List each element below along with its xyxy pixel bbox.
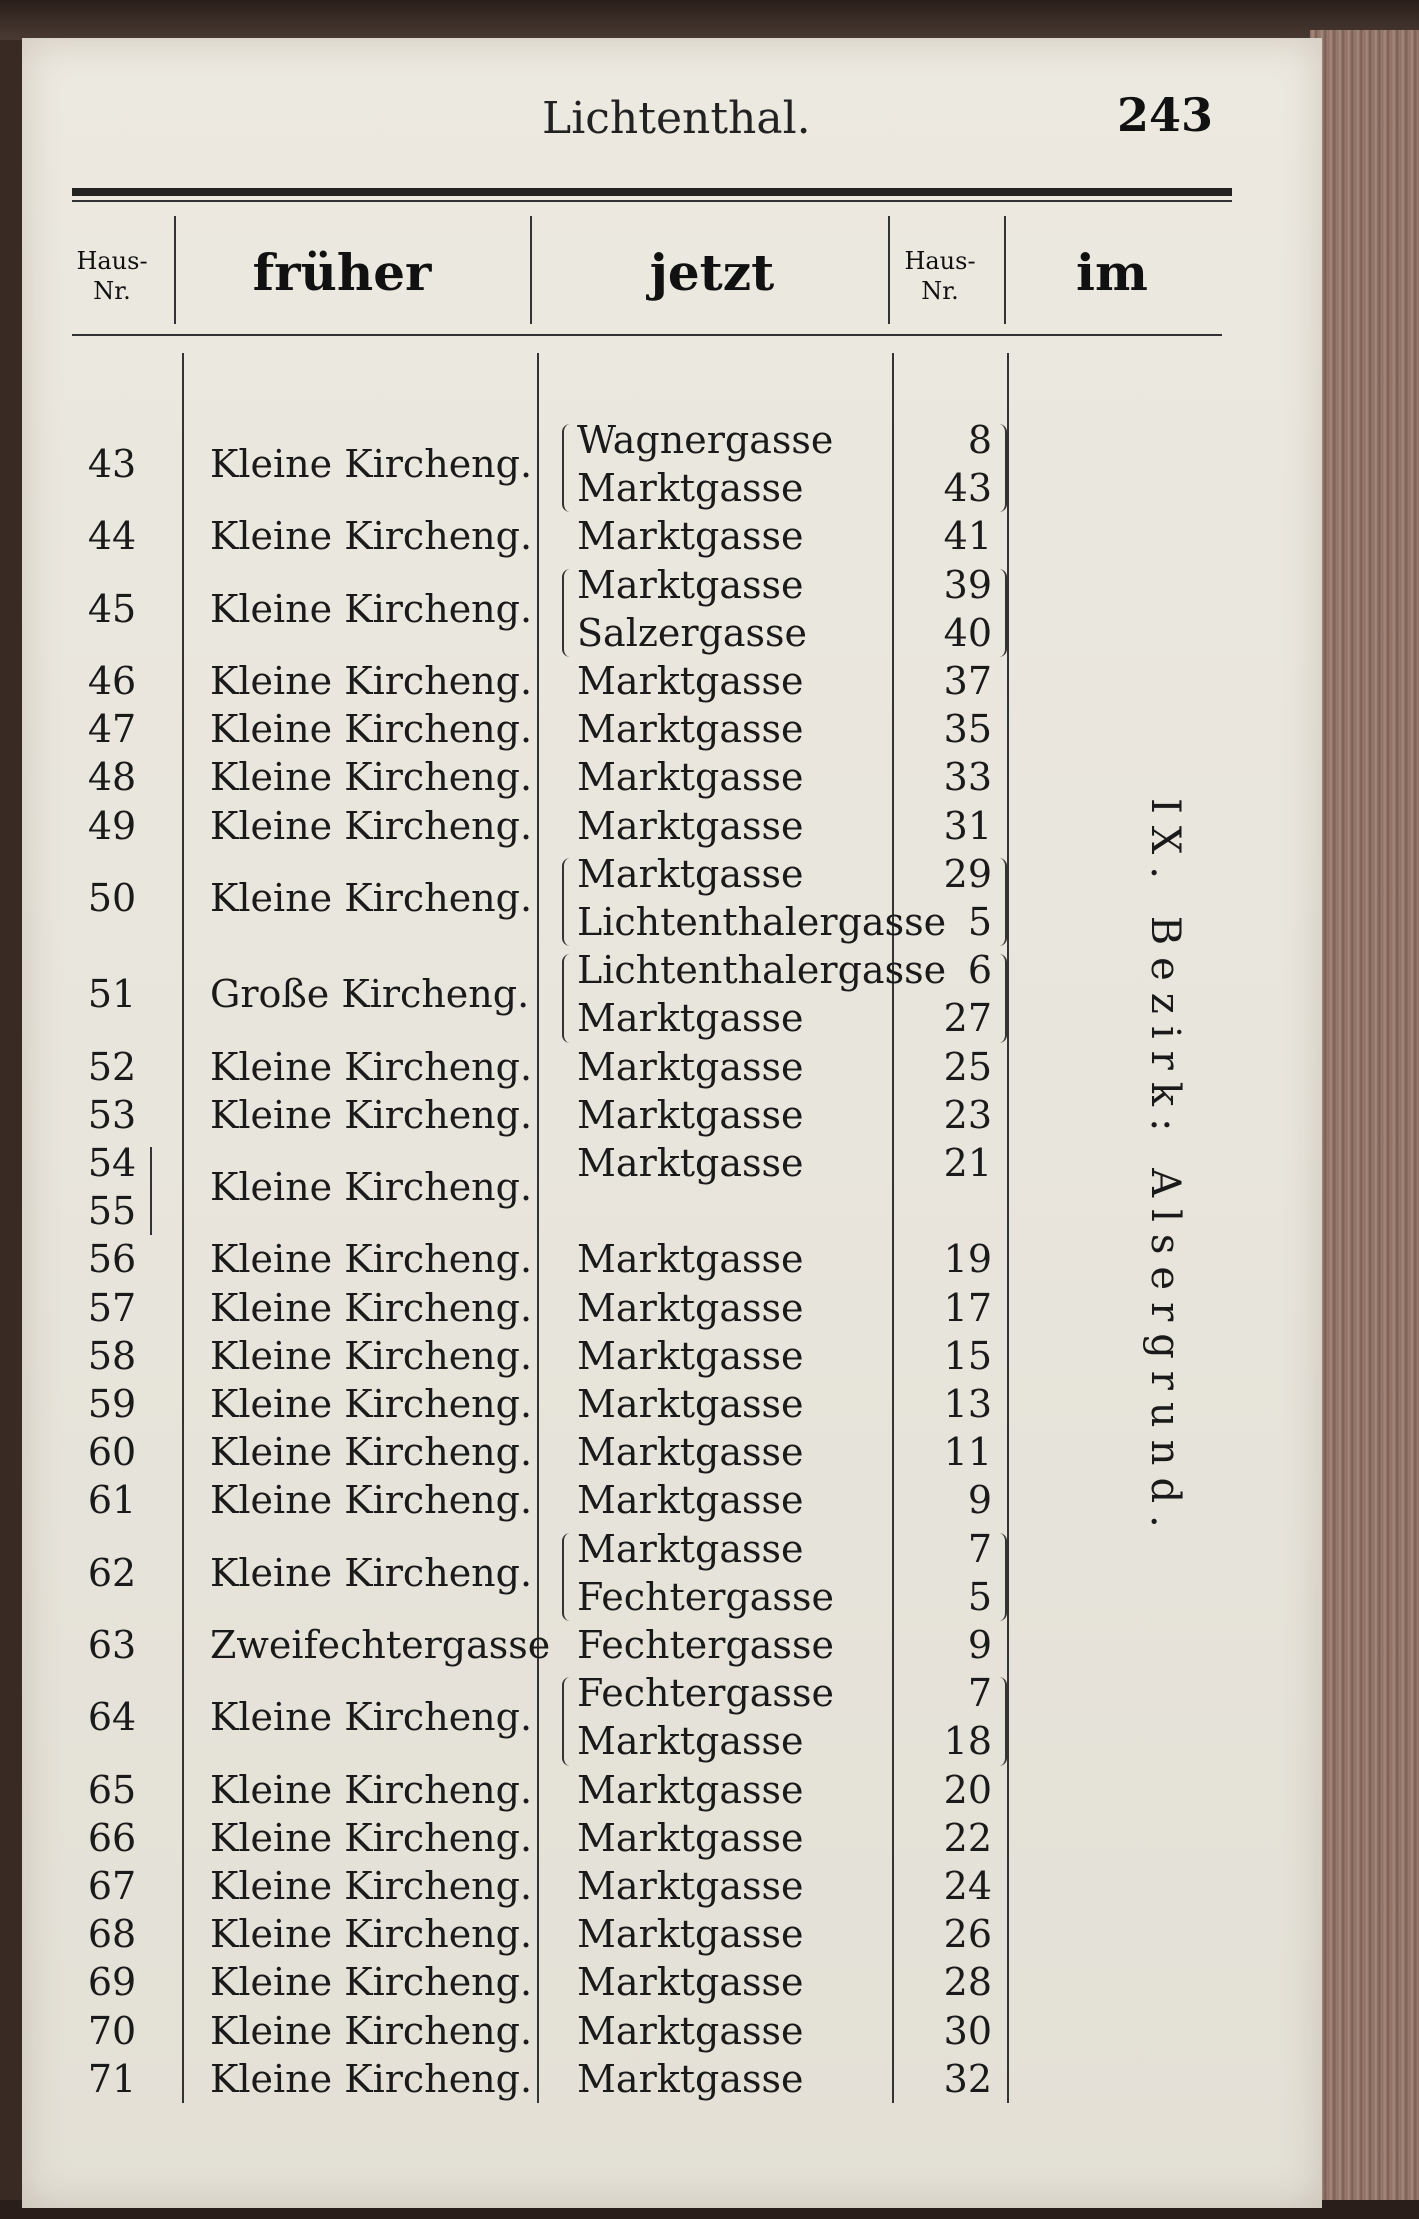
former-street: Kleine Kircheng. xyxy=(210,755,533,800)
house-number-new: 39 xyxy=(943,562,992,607)
current-street: Salzergasse xyxy=(577,610,807,655)
house-number-new: 33 xyxy=(943,755,992,800)
former-street: Kleine Kircheng. xyxy=(210,659,533,703)
house-number-new: 28 xyxy=(943,1960,992,2005)
house-number-new: 5 xyxy=(967,900,992,944)
current-street: Marktgasse xyxy=(577,1815,804,1860)
house-number-new: 7 xyxy=(967,1671,992,1716)
column-header-line: Haus- xyxy=(76,247,148,275)
brace-mark xyxy=(562,858,572,946)
current-street: Wagnergasse xyxy=(577,418,834,462)
house-number-new: 20 xyxy=(943,1767,992,1812)
current-street: Marktgasse xyxy=(577,562,804,607)
house-number-new: 23 xyxy=(943,1092,992,1137)
running-header-title: Lichtenthal. xyxy=(542,93,811,144)
book-top-edge xyxy=(0,0,1419,40)
current-street: Marktgasse xyxy=(577,1382,804,1426)
current-street: Marktgasse xyxy=(577,755,804,800)
house-number-old: 49 xyxy=(87,803,137,848)
former-street: Kleine Kircheng. xyxy=(210,1165,533,1210)
former-street: Kleine Kircheng. xyxy=(210,2008,533,2053)
house-number-new: 35 xyxy=(943,707,992,752)
house-number-new: 15 xyxy=(943,1333,992,1378)
current-street: Marktgasse xyxy=(577,1526,804,1571)
house-number-old: 55 xyxy=(87,1189,137,1234)
brace-mark xyxy=(562,424,572,512)
former-street: Kleine Kircheng. xyxy=(210,1695,533,1740)
house-number-old: 56 xyxy=(87,1237,137,1282)
house-number-new: 29 xyxy=(943,851,992,896)
current-street: Marktgasse xyxy=(577,1092,804,1137)
column-header-im: im xyxy=(1076,243,1148,302)
house-number-new: 9 xyxy=(967,1623,992,1667)
current-street: Lichtenthalergasse xyxy=(577,900,947,944)
current-street: Marktgasse xyxy=(577,996,804,1041)
house-number-new: 17 xyxy=(943,1285,992,1330)
house-number-old: 51 xyxy=(87,972,137,1017)
former-street: Zweifechtergasse xyxy=(210,1623,551,1667)
house-number-old: 71 xyxy=(87,2056,137,2101)
house-number-old: 50 xyxy=(87,875,137,920)
brace-mark xyxy=(562,954,572,1042)
house-number-new: 22 xyxy=(943,1815,992,1860)
house-number-old: 52 xyxy=(87,1044,137,1089)
brace-mark xyxy=(997,858,1007,946)
former-street: Kleine Kircheng. xyxy=(210,1430,533,1475)
former-street: Kleine Kircheng. xyxy=(210,1550,533,1595)
house-number-new: 43 xyxy=(943,466,992,511)
house-number-old: 45 xyxy=(87,586,137,631)
former-street: Kleine Kircheng. xyxy=(210,1382,533,1426)
current-street: Lichtenthalergasse xyxy=(577,948,947,993)
page xyxy=(22,38,1322,2208)
column-header-jetzt: jetzt xyxy=(649,243,775,302)
former-street: Kleine Kircheng. xyxy=(210,442,533,487)
house-number-new: 37 xyxy=(943,659,992,703)
column-header-line: Nr. xyxy=(93,277,131,305)
house-number-old: 60 xyxy=(87,1430,137,1475)
column-divider-1 xyxy=(182,353,184,2103)
house-number-old: 65 xyxy=(87,1767,137,1812)
current-street: Marktgasse xyxy=(577,466,804,511)
current-street: Marktgasse xyxy=(577,1864,804,1908)
current-street: Marktgasse xyxy=(577,851,804,896)
house-number-old: 59 xyxy=(87,1382,137,1426)
former-street: Kleine Kircheng. xyxy=(210,1044,533,1089)
column-header-rule xyxy=(72,334,1222,336)
current-street: Marktgasse xyxy=(577,659,804,703)
current-street: Marktgasse xyxy=(577,803,804,848)
book-page-edges xyxy=(1310,30,1419,2219)
current-street: Marktgasse xyxy=(577,2008,804,2053)
current-street: Marktgasse xyxy=(577,1912,804,1957)
header-divider xyxy=(530,216,532,324)
house-number-new: 31 xyxy=(943,803,992,848)
former-street: Kleine Kircheng. xyxy=(210,586,533,631)
house-number-old: 70 xyxy=(87,2008,137,2053)
column-header-hausnr-right xyxy=(890,246,990,306)
house-number-old: 57 xyxy=(87,1285,137,1330)
current-street: Marktgasse xyxy=(577,1767,804,1812)
column-header-hausnr-left xyxy=(62,246,162,306)
former-street: Kleine Kircheng. xyxy=(210,1960,533,2005)
former-street: Kleine Kircheng. xyxy=(210,1864,533,1908)
house-number-new: 21 xyxy=(943,1141,992,1185)
district-label-vertical: IX. Bezirk: Alsergrund. xyxy=(1142,798,1188,1540)
column-header-frueher: früher xyxy=(252,243,432,302)
house-number-new: 9 xyxy=(967,1478,992,1523)
brace-mark xyxy=(997,424,1007,512)
house-number-old: 44 xyxy=(87,514,137,559)
house-number-new: 24 xyxy=(943,1864,992,1908)
current-street: Marktgasse xyxy=(577,1719,804,1764)
column-header-line: Haus- xyxy=(904,247,976,275)
house-number-old: 67 xyxy=(87,1864,137,1908)
house-number-old: 62 xyxy=(87,1550,137,1595)
house-number-new: 32 xyxy=(943,2056,992,2101)
house-number-old: 66 xyxy=(87,1815,137,1860)
brace-mark xyxy=(997,1677,1007,1765)
house-number-old: 69 xyxy=(87,1960,137,2005)
brace-mark xyxy=(997,569,1007,657)
house-number-new: 41 xyxy=(943,514,992,559)
former-street: Kleine Kircheng. xyxy=(210,803,533,848)
current-street: Marktgasse xyxy=(577,1333,804,1378)
column-divider-4 xyxy=(1007,353,1009,2103)
brace-mark xyxy=(150,1147,152,1235)
former-street: Kleine Kircheng. xyxy=(210,1912,533,1957)
current-street: Marktgasse xyxy=(577,707,804,752)
former-street: Kleine Kircheng. xyxy=(210,2056,533,2101)
brace-mark xyxy=(997,954,1007,1042)
current-street: Marktgasse xyxy=(577,1960,804,2005)
current-street: Marktgasse xyxy=(577,1044,804,1089)
former-street: Kleine Kircheng. xyxy=(210,1237,533,1282)
former-street: Kleine Kircheng. xyxy=(210,1815,533,1860)
house-number-old: 63 xyxy=(87,1623,137,1667)
brace-mark xyxy=(562,1677,572,1765)
house-number-old: 61 xyxy=(87,1478,137,1523)
house-number-old: 58 xyxy=(87,1333,137,1378)
former-street: Große Kircheng. xyxy=(210,972,530,1017)
current-street: Fechtergasse xyxy=(577,1623,834,1667)
current-street: Fechtergasse xyxy=(577,1671,834,1716)
current-street: Marktgasse xyxy=(577,2056,804,2101)
house-number-new: 5 xyxy=(967,1574,992,1619)
house-number-old: 46 xyxy=(87,659,137,703)
house-number-old: 54 xyxy=(87,1141,137,1185)
house-number-new: 13 xyxy=(943,1382,992,1426)
house-number-old: 68 xyxy=(87,1912,137,1957)
former-street: Kleine Kircheng. xyxy=(210,1285,533,1330)
brace-mark xyxy=(997,1533,1007,1621)
house-number-new: 8 xyxy=(967,418,992,462)
column-divider-2 xyxy=(537,353,539,2103)
house-number-new: 27 xyxy=(943,996,992,1041)
page-number: 243 xyxy=(1117,88,1214,142)
current-street: Marktgasse xyxy=(577,1237,804,1282)
house-number-new: 25 xyxy=(943,1044,992,1089)
brace-mark xyxy=(562,1533,572,1621)
house-number-old: 53 xyxy=(87,1092,137,1137)
former-street: Kleine Kircheng. xyxy=(210,1478,533,1523)
house-number-new: 18 xyxy=(943,1719,992,1764)
house-number-new: 6 xyxy=(967,948,992,993)
former-street: Kleine Kircheng. xyxy=(210,1092,533,1137)
house-number-new: 19 xyxy=(943,1237,992,1282)
header-divider xyxy=(1004,216,1006,324)
house-number-old: 43 xyxy=(87,442,137,487)
house-number-old: 47 xyxy=(87,707,137,752)
house-number-new: 26 xyxy=(943,1912,992,1957)
current-street: Marktgasse xyxy=(577,1478,804,1523)
house-number-new: 30 xyxy=(943,2008,992,2053)
column-header-line: Nr. xyxy=(921,277,959,305)
house-number-old: 48 xyxy=(87,755,137,800)
former-street: Kleine Kircheng. xyxy=(210,1333,533,1378)
former-street: Kleine Kircheng. xyxy=(210,1767,533,1812)
brace-mark xyxy=(562,569,572,657)
house-number-new: 11 xyxy=(943,1430,992,1475)
former-street: Kleine Kircheng. xyxy=(210,707,533,752)
former-street: Kleine Kircheng. xyxy=(210,514,533,559)
header-divider xyxy=(174,216,176,324)
current-street: Marktgasse xyxy=(577,1430,804,1475)
house-number-new: 40 xyxy=(943,610,992,655)
current-street: Fechtergasse xyxy=(577,1574,834,1619)
house-number-old: 64 xyxy=(87,1695,137,1740)
current-street: Marktgasse xyxy=(577,1285,804,1330)
house-number-new: 7 xyxy=(967,1526,992,1571)
header-rule-thin xyxy=(72,200,1232,202)
current-street: Marktgasse xyxy=(577,1141,804,1185)
former-street: Kleine Kircheng. xyxy=(210,875,533,920)
header-divider xyxy=(888,216,890,324)
header-rule-thick xyxy=(72,188,1232,196)
current-street: Marktgasse xyxy=(577,514,804,559)
